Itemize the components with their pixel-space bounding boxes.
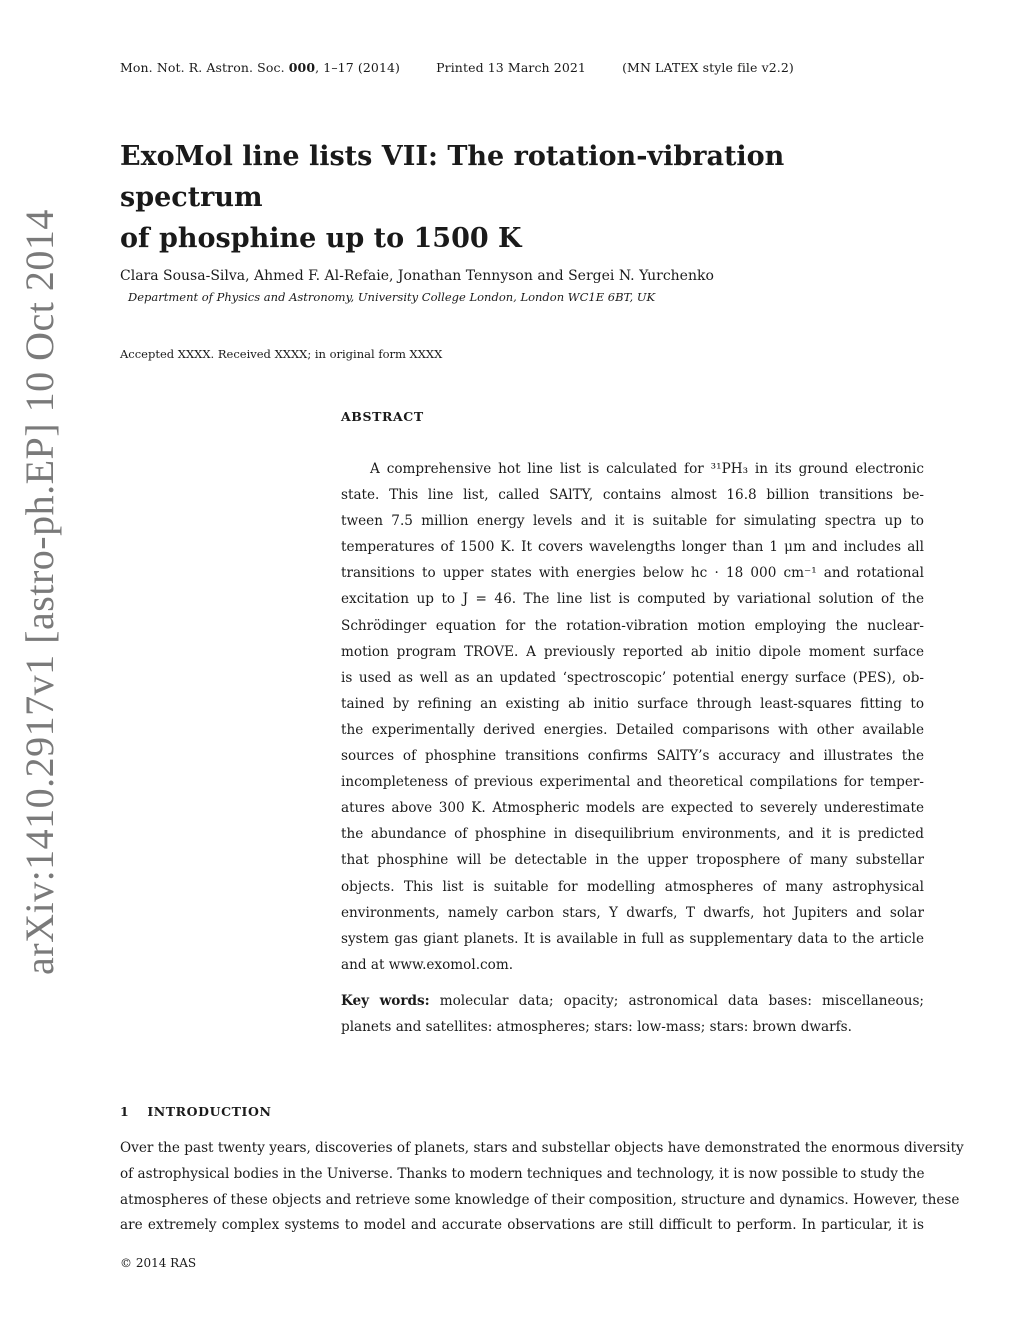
copyright-footer: © 2014 RAS — [120, 1256, 197, 1270]
abstract-line: the abundance of phosphine in disequilibrium environments, and it is predicted — [341, 826, 924, 843]
running-header — [120, 60, 900, 75]
abstract-line: sources of phosphine transitions confirms SAlTY’s accuracy and illustrates the — [341, 748, 924, 765]
journal-citation: Mon. Not. R. Astron. Soc. 000, 1–17 (2014) — [120, 60, 401, 75]
abstract-line: A comprehensive hot line list is calculated for ³¹PH₃ in its ground electronic — [370, 461, 924, 477]
printed-date: Printed 13 March 2021 — [436, 60, 586, 75]
abstract-line: the experimentally derived energies. Detailed comparisons with other available — [341, 721, 924, 738]
keywords-line-2: planets and satellites: atmospheres; stars: low-mass; stars: brown dwarfs. — [341, 1019, 852, 1035]
abstract-line: environments, namely carbon stars, Y dwarfs, T dwarfs, hot Jupiters and solar — [341, 904, 924, 921]
intro-line: are extremely complex systems to model and accurate observations are still difficult to perform. In particular, it is — [120, 1217, 924, 1234]
keywords — [341, 988, 924, 1040]
affiliation: Department of Physics and Astronomy, University College London, London WC1E 6BT, UK — [128, 290, 656, 304]
introduction-body — [120, 1136, 964, 1239]
abstract-body — [341, 456, 924, 978]
abstract-line: and at www.exomol.com. — [341, 956, 514, 973]
abstract-line: tained by refining an existing ab initio surface through least-squares fitting to — [341, 695, 924, 712]
abstract-line: tween 7.5 million energy levels and it is suitable for simulating spectra up to — [341, 513, 924, 530]
intro-line: of astrophysical bodies in the Universe. Thanks to modern techniques and technology, it is now possible to study the — [120, 1165, 925, 1182]
section-number: 1 — [120, 1104, 130, 1119]
abstract-line: transitions to upper states with energies below hc · 18 000 cm⁻¹ and rotational — [341, 565, 924, 582]
abstract-line: system gas giant planets. It is available in full as supplementary data to the article — [341, 930, 924, 947]
abstract-line: Schrödinger equation for the rotation-vibration motion employing the nuclear- — [341, 617, 924, 634]
title-line-2: of phosphine up to 1500 K — [120, 223, 522, 254]
style-file-note: (MN LATEX style file v2.2) — [622, 60, 794, 75]
intro-line: atmospheres of these objects and retrieve some knowledge of their composition, structure and dynamics. However, these — [120, 1191, 960, 1208]
arxiv-identifier: arXiv:1410.2917v1 [astro-ph.EP] 10 Oct 2014 — [17, 209, 62, 975]
abstract-line: state. This line list, called SAlTY, contains almost 16.8 billion transitions be- — [341, 487, 924, 504]
abstract-line: objects. This list is suitable for modelling atmospheres of many astrophysical — [341, 878, 924, 895]
keywords-label: Key words: — [341, 993, 430, 1009]
abstract-line: incompleteness of previous experimental and theoretical compilations for temper- — [341, 774, 924, 791]
abstract-line: temperatures of 1500 K. It covers wavelengths longer than 1 μm and includes all — [341, 539, 924, 556]
keywords-line-1: Key words: molecular data; opacity; astronomical data bases: miscellaneous; — [341, 993, 925, 1009]
title-line-1: ExoMol line lists VII: The rotation-vibration spectrum — [120, 141, 785, 213]
section-heading-introduction — [120, 1104, 272, 1119]
paper-title — [120, 136, 920, 259]
abstract-heading: ABSTRACT — [341, 409, 424, 424]
abstract-line: excitation up to J = 46. The line list is computed by variational solution of the — [341, 591, 924, 608]
intro-line: Over the past twenty years, discoveries of planets, stars and substellar objects have demonstrated the enormous diversity — [120, 1140, 964, 1156]
author-list: Clara Sousa-Silva, Ahmed F. Al-Refaie, Jonathan Tennyson and Sergei N. Yurchenko — [120, 268, 714, 284]
abstract-line: atures above 300 K. Atmospheric models are expected to severely underestimate — [341, 800, 924, 817]
received-accepted-dates: Accepted XXXX. Received XXXX; in original form XXXX — [120, 347, 443, 361]
abstract-line: motion program TROVE. A previously reported ab initio dipole moment surface — [341, 643, 924, 660]
abstract-line: is used as well as an updated ‘spectroscopic’ potential energy surface (PES), ob- — [341, 669, 924, 686]
abstract-line: that phosphine will be detectable in the upper troposphere of many substellar — [341, 852, 924, 869]
section-title: INTRODUCTION — [147, 1104, 272, 1119]
